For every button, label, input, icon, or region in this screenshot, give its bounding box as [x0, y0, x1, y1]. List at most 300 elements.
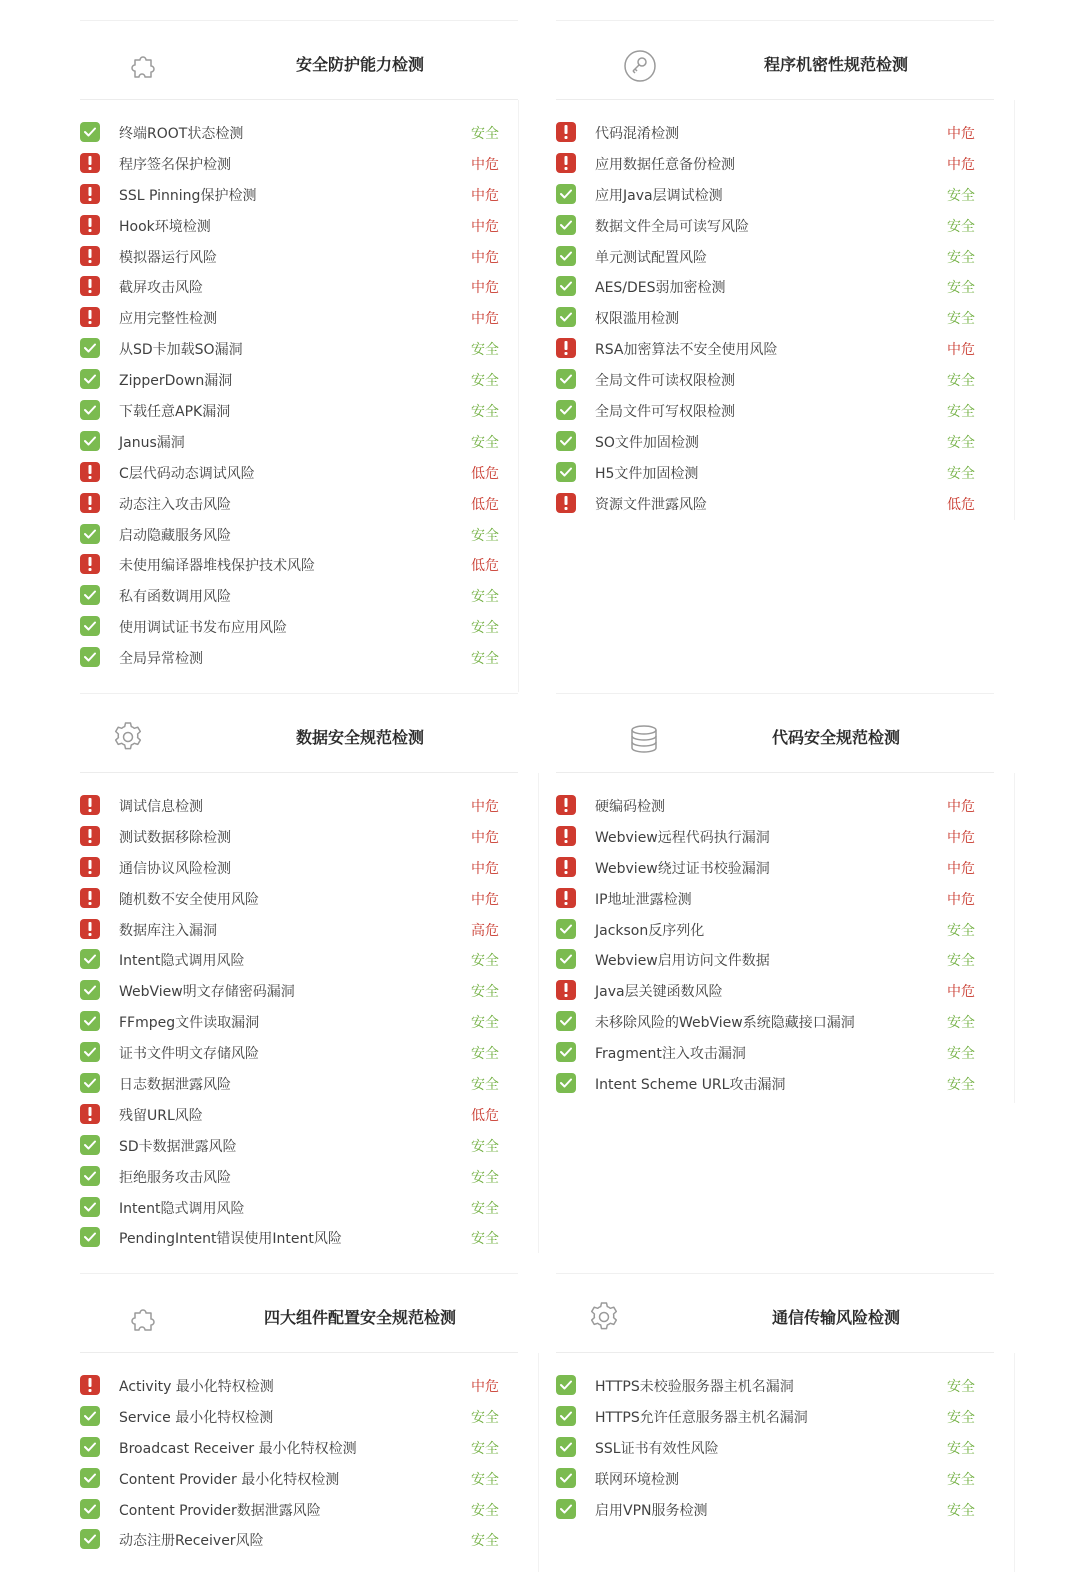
check-item [80, 1225, 518, 1256]
check-item [80, 336, 518, 367]
check-item-label: ZipperDown漏洞 [119, 373, 233, 390]
risk-level-status: 中危 [471, 891, 499, 908]
check-item [80, 522, 518, 553]
risk-level-status: 中危 [471, 1379, 499, 1395]
panel-components-config [80, 1273, 518, 1572]
panel-side-divider [1014, 773, 1015, 1103]
check-item [556, 1009, 994, 1040]
check-icon [80, 122, 100, 142]
check-item [80, 1133, 518, 1164]
check-item-label: 未使用编译器堆栈保护技术风险 [119, 558, 315, 575]
risk-level-status: 安全 [471, 1046, 499, 1063]
warning-icon [80, 153, 100, 173]
check-item [556, 491, 994, 522]
check-item-label: 模拟器运行风险 [119, 249, 217, 266]
check-item-label: 应用数据任意备份检测 [595, 156, 735, 173]
check-icon [80, 524, 100, 544]
check-item-label: SO文件加固检测 [595, 434, 699, 451]
panel-data-security [80, 693, 518, 1253]
check-item-label: Webview远程代码执行漏洞 [595, 829, 770, 846]
risk-level-status: 中危 [471, 829, 499, 846]
check-item [80, 1009, 518, 1040]
check-item [80, 429, 518, 460]
key-icon [622, 48, 658, 84]
risk-level-status: 安全 [471, 1200, 499, 1217]
check-item [556, 1466, 994, 1497]
check-item [80, 398, 518, 429]
check-item [80, 213, 518, 244]
check-list [80, 1373, 518, 1558]
check-item-label: Content Provider 最小化特权检测 [119, 1471, 340, 1488]
check-item [556, 886, 994, 917]
check-icon [80, 1437, 100, 1457]
check-item [80, 460, 518, 491]
panel-side-divider [1014, 100, 1015, 520]
panel-header-divider [80, 99, 518, 100]
panel-transport-risk [556, 1273, 994, 1572]
check-item-label: 测试数据移除检测 [119, 829, 231, 846]
check-item-label: Fragment注入攻击漏洞 [595, 1046, 746, 1063]
check-item-label: SSL Pinning保护检测 [119, 187, 257, 204]
check-item-label: Hook环境检测 [119, 218, 211, 235]
check-icon [556, 184, 576, 204]
warning-icon [556, 338, 576, 358]
risk-level-status: 安全 [471, 620, 499, 637]
check-list [556, 793, 994, 1102]
check-icon [80, 1499, 100, 1519]
risk-level-status: 安全 [471, 1231, 499, 1248]
check-item [556, 947, 994, 978]
warning-icon [80, 857, 100, 877]
warning-icon [80, 184, 100, 204]
check-icon [80, 980, 100, 1000]
check-icon [80, 616, 100, 636]
panel-header [80, 20, 518, 100]
check-icon [556, 462, 576, 482]
check-item [80, 1102, 518, 1133]
check-icon [556, 1406, 576, 1426]
check-icon [556, 1499, 576, 1519]
risk-level-status: 中危 [947, 860, 975, 877]
check-item-label: 单元测试配置风险 [595, 249, 707, 266]
check-item-label: Java层关键函数风险 [595, 984, 723, 1001]
check-icon [80, 431, 100, 451]
gear-icon [586, 1299, 622, 1335]
check-icon [80, 1529, 100, 1549]
risk-level-status: 安全 [947, 1379, 975, 1395]
check-item-label: 应用Java层调试检测 [595, 187, 723, 204]
check-item-label: HTTPS允许任意服务器主机名漏洞 [595, 1409, 808, 1426]
risk-level-status: 安全 [947, 404, 975, 421]
check-item-label: 动态注册Receiver风险 [119, 1533, 264, 1550]
risk-level-status: 安全 [947, 373, 975, 390]
panel-security-protection [80, 20, 518, 692]
check-icon [556, 1468, 576, 1488]
check-icon [556, 215, 576, 235]
check-item [556, 824, 994, 855]
check-item-label: 权限滥用检测 [595, 311, 679, 328]
risk-level-status: 低危 [947, 496, 975, 513]
check-item-label: 资源文件泄露风险 [595, 496, 707, 513]
warning-icon [80, 1104, 100, 1124]
warning-icon [556, 857, 576, 877]
check-item [80, 1404, 518, 1435]
check-icon [556, 369, 576, 389]
risk-level-status: 安全 [471, 404, 499, 421]
check-icon [80, 369, 100, 389]
risk-level-status: 中危 [471, 249, 499, 266]
check-icon [80, 1468, 100, 1488]
check-item [80, 182, 518, 213]
warning-icon [80, 462, 100, 482]
risk-level-status: 中危 [471, 218, 499, 235]
check-item [80, 367, 518, 398]
check-item-label: WebView明文存储密码漏洞 [119, 984, 295, 1001]
check-item [80, 645, 518, 676]
check-item [556, 213, 994, 244]
risk-level-status: 安全 [947, 465, 975, 482]
panel-header [556, 1273, 994, 1353]
check-item-label: 调试信息检测 [119, 799, 203, 815]
warning-icon [556, 493, 576, 513]
check-item-label: 全局文件可写权限检测 [595, 404, 735, 421]
check-item-label: 未移除风险的WebView系统隐藏接口漏洞 [595, 1015, 855, 1032]
check-item-label: 从SD卡加载SO漏洞 [119, 342, 243, 359]
risk-level-status: 低危 [471, 558, 499, 575]
panel-title: 数据安全规范检测 [295, 728, 425, 747]
risk-level-status: 低危 [471, 496, 499, 513]
warning-icon [80, 246, 100, 266]
puzzle-icon [126, 1301, 162, 1337]
check-item [80, 274, 518, 305]
check-item-label: Webview启用访问文件数据 [595, 953, 770, 970]
check-item-label: 终端ROOT状态检测 [119, 126, 244, 142]
risk-level-status: 安全 [471, 984, 499, 1001]
check-item [556, 244, 994, 275]
risk-level-status: 安全 [947, 1440, 975, 1457]
check-item-label: 启用VPN服务检测 [595, 1502, 708, 1519]
risk-level-status: 安全 [947, 1077, 975, 1094]
panel-header-divider [80, 1352, 518, 1353]
panel-code-security [556, 693, 994, 1103]
check-item-label: HTTPS未校验服务器主机名漏洞 [595, 1379, 794, 1395]
risk-level-status: 中危 [947, 984, 975, 1001]
check-item-label: 日志数据泄露风险 [119, 1077, 231, 1094]
warning-icon [556, 826, 576, 846]
risk-level-status: 安全 [471, 527, 499, 544]
risk-level-status: 安全 [947, 1015, 975, 1032]
check-item-label: Broadcast Receiver 最小化特权检测 [119, 1440, 357, 1457]
gear-icon [110, 719, 146, 755]
risk-level-status: 安全 [947, 1502, 975, 1519]
check-list [80, 793, 518, 1256]
risk-level-status: 安全 [471, 1440, 499, 1457]
check-item-label: H5文件加固检测 [595, 465, 699, 482]
check-item-label: 私有函数调用风险 [119, 589, 231, 606]
check-item-label: 程序签名保护检测 [119, 156, 231, 173]
check-item [556, 978, 994, 1009]
check-icon [556, 1042, 576, 1062]
risk-level-status: 安全 [471, 1533, 499, 1550]
risk-level-status: 安全 [471, 126, 499, 142]
check-item-label: 证书文件明文存储风险 [119, 1046, 259, 1063]
panel-side-divider [518, 100, 519, 692]
risk-level-status: 中危 [471, 860, 499, 877]
risk-level-status: 安全 [947, 280, 975, 297]
check-icon [80, 400, 100, 420]
check-item [80, 917, 518, 948]
risk-level-status: 安全 [471, 953, 499, 970]
check-item [80, 491, 518, 522]
database-icon [626, 721, 662, 757]
panel-title: 安全防护能力检测 [295, 55, 425, 74]
check-icon [80, 338, 100, 358]
risk-level-status: 中危 [471, 280, 499, 297]
check-item [80, 1497, 518, 1528]
check-icon [556, 1073, 576, 1093]
panel-header [80, 1273, 518, 1353]
warning-icon [80, 919, 100, 939]
warning-icon [80, 493, 100, 513]
risk-level-status: 中危 [947, 342, 975, 359]
check-icon [556, 1437, 576, 1457]
check-item-label: 启动隐藏服务风险 [119, 527, 231, 544]
warning-icon [556, 122, 576, 142]
check-item [556, 336, 994, 367]
check-item-label: 全局异常检测 [119, 651, 203, 668]
panel-header [80, 693, 518, 773]
risk-level-status: 安全 [947, 1471, 975, 1488]
risk-level-status: 安全 [471, 434, 499, 451]
check-item [80, 1040, 518, 1071]
check-item-label: Intent隐式调用风险 [119, 1200, 245, 1217]
check-icon [556, 919, 576, 939]
warning-icon [556, 795, 576, 815]
check-item-label: SD卡数据泄露风险 [119, 1138, 237, 1155]
check-item [80, 793, 518, 824]
risk-level-status: 安全 [471, 1471, 499, 1488]
check-item-label: Intent Scheme URL攻击漏洞 [595, 1077, 786, 1094]
check-item [556, 367, 994, 398]
check-item [556, 793, 994, 824]
check-item [556, 917, 994, 948]
warning-icon [80, 215, 100, 235]
check-item [556, 305, 994, 336]
check-item-label: Content Provider数据泄露风险 [119, 1502, 321, 1519]
risk-level-status: 中危 [471, 799, 499, 815]
check-list [556, 120, 994, 522]
check-item [556, 429, 994, 460]
risk-level-status: 安全 [471, 651, 499, 668]
check-icon [80, 1135, 100, 1155]
check-item [80, 1071, 518, 1102]
check-item-label: 全局文件可读权限检测 [595, 373, 735, 390]
panel-header-divider [80, 772, 518, 773]
check-item [556, 1071, 994, 1102]
risk-level-status: 中危 [471, 156, 499, 173]
check-item-label: IP地址泄露检测 [595, 891, 692, 908]
warning-icon [80, 554, 100, 574]
risk-level-status: 中危 [471, 187, 499, 204]
warning-icon [80, 307, 100, 327]
check-item-label: 数据库注入漏洞 [119, 922, 217, 939]
warning-icon [556, 888, 576, 908]
panel-title: 通信传输风险检测 [771, 1308, 901, 1327]
check-icon [556, 307, 576, 327]
check-item [80, 151, 518, 182]
risk-level-status: 安全 [947, 922, 975, 939]
puzzle-icon [126, 48, 162, 84]
check-item-label: Activity 最小化特权检测 [119, 1379, 274, 1395]
check-item-label: 使用调试证书发布应用风险 [119, 620, 287, 637]
panel-header-divider [556, 772, 994, 773]
check-icon [80, 1042, 100, 1062]
risk-level-status: 安全 [947, 953, 975, 970]
check-icon [556, 246, 576, 266]
check-icon [80, 1227, 100, 1247]
check-icon [80, 647, 100, 667]
check-icon [556, 400, 576, 420]
check-list [80, 120, 518, 676]
check-item [556, 182, 994, 213]
check-item-label: C层代码动态调试风险 [119, 465, 255, 482]
check-item-label: Service 最小化特权检测 [119, 1409, 274, 1426]
panel-title: 四大组件配置安全规范检测 [263, 1308, 457, 1327]
panel-header-divider [556, 1352, 994, 1353]
check-item [556, 1497, 994, 1528]
check-icon [80, 1073, 100, 1093]
check-item-label: 数据文件全局可读写风险 [595, 218, 749, 235]
risk-level-status: 高危 [471, 922, 499, 939]
panel-title: 程序机密性规范检测 [763, 55, 909, 74]
check-icon [556, 1011, 576, 1031]
check-item-label: 拒绝服务攻击风险 [119, 1169, 231, 1186]
check-icon [556, 276, 576, 296]
check-item-label: 动态注入攻击风险 [119, 496, 231, 513]
check-item-label: PendingIntent错误使用Intent风险 [119, 1231, 342, 1248]
check-item-label: 截屏攻击风险 [119, 280, 203, 297]
check-item [80, 1164, 518, 1195]
check-item [80, 614, 518, 645]
check-icon [556, 1375, 576, 1395]
risk-level-status: 安全 [471, 373, 499, 390]
risk-level-status: 中危 [947, 156, 975, 173]
risk-level-status: 安全 [471, 1015, 499, 1032]
warning-icon [556, 153, 576, 173]
risk-level-status: 中危 [947, 891, 975, 908]
risk-level-status: 中危 [471, 311, 499, 328]
check-icon [556, 431, 576, 451]
check-item [556, 120, 994, 151]
panel-side-divider [538, 773, 539, 1253]
panel-header [556, 20, 994, 100]
risk-level-status: 低危 [471, 1107, 499, 1124]
check-item [80, 1435, 518, 1466]
check-item-label: 硬编码检测 [595, 799, 665, 815]
check-icon [80, 949, 100, 969]
risk-level-status: 安全 [947, 249, 975, 266]
check-item [80, 978, 518, 1009]
check-item-label: Janus漏洞 [119, 434, 185, 451]
check-item [80, 886, 518, 917]
check-item [556, 151, 994, 182]
check-item [80, 947, 518, 978]
check-icon [556, 949, 576, 969]
risk-level-status: 安全 [947, 1046, 975, 1063]
check-item-label: 代码混淆检测 [595, 126, 679, 142]
risk-level-status: 安全 [947, 187, 975, 204]
check-item [80, 552, 518, 583]
check-item-label: 残留URL风险 [119, 1107, 203, 1124]
check-item [80, 305, 518, 336]
check-item [80, 244, 518, 275]
check-item [556, 460, 994, 491]
panel-header-divider [556, 99, 994, 100]
risk-level-status: 中危 [947, 799, 975, 815]
check-item-label: 随机数不安全使用风险 [119, 891, 259, 908]
check-item-label: Intent隐式调用风险 [119, 953, 245, 970]
risk-level-status: 安全 [471, 1077, 499, 1094]
panel-side-divider [1014, 1353, 1015, 1572]
risk-level-status: 安全 [471, 589, 499, 606]
risk-level-status: 安全 [947, 311, 975, 328]
check-list [556, 1373, 994, 1527]
risk-level-status: 安全 [471, 1138, 499, 1155]
risk-level-status: 安全 [947, 434, 975, 451]
panel-side-divider [538, 1353, 539, 1572]
check-item-label: Jackson反序列化 [595, 922, 705, 939]
risk-level-status: 安全 [471, 1502, 499, 1519]
risk-level-status: 安全 [471, 342, 499, 359]
check-item [556, 398, 994, 429]
check-icon [80, 585, 100, 605]
warning-icon [80, 276, 100, 296]
risk-level-status: 中危 [947, 126, 975, 142]
check-item-label: 通信协议风险检测 [119, 860, 231, 877]
panel-header [556, 693, 994, 773]
check-item [80, 583, 518, 614]
check-item [80, 855, 518, 886]
panel-confidentiality [556, 20, 994, 520]
check-icon [80, 1197, 100, 1217]
check-item [556, 274, 994, 305]
check-item [80, 1466, 518, 1497]
risk-level-status: 安全 [947, 1409, 975, 1426]
check-item [556, 1040, 994, 1071]
check-item [80, 1527, 518, 1558]
check-item-label: AES/DES弱加密检测 [595, 280, 726, 297]
warning-icon [80, 888, 100, 908]
check-item-label: FFmpeg文件读取漏洞 [119, 1015, 260, 1032]
check-icon [80, 1011, 100, 1031]
warning-icon [80, 795, 100, 815]
check-item-label: 联网环境检测 [595, 1471, 679, 1488]
check-item [80, 1195, 518, 1226]
warning-icon [80, 1375, 100, 1395]
check-item-label: RSA加密算法不安全使用风险 [595, 342, 778, 359]
check-item-label: 下载任意APK漏洞 [119, 404, 231, 421]
risk-level-status: 安全 [471, 1169, 499, 1186]
check-icon [80, 1166, 100, 1186]
warning-icon [556, 980, 576, 1000]
check-item [80, 120, 518, 151]
check-item [80, 1373, 518, 1404]
risk-level-status: 低危 [471, 465, 499, 482]
check-item-label: Webview绕过证书校验漏洞 [595, 860, 770, 877]
check-item [80, 824, 518, 855]
risk-level-status: 安全 [947, 218, 975, 235]
risk-level-status: 安全 [471, 1409, 499, 1426]
